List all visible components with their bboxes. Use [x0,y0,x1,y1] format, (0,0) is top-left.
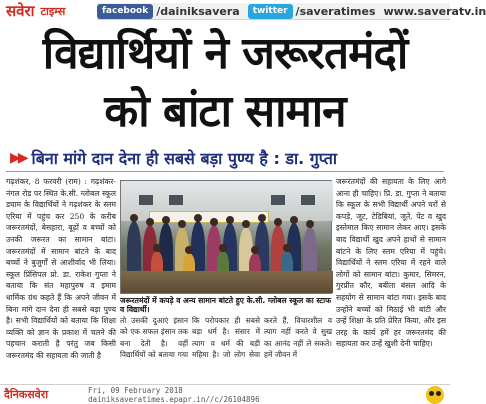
headline-line-2: को बांटा सामान [104,86,346,137]
news-photo [120,180,332,294]
facebook-handle[interactable]: /dainiksavera [156,4,240,18]
article-text: गढ़शंकर, 8 फरवरी (राम) : गढ़शंकर-नंगल रोड पर स्थित के.सी. ग्लोबल स्कूल डघाम के विद्यार्थियों ने गढ़शंकर के स्लम एरिया में पहुंच कर 250 के करीब जरूरतमंदों, बेसहारा, बूढ़ों व बच्चों को उनकी जरूरत का सामान बांटा। जरूरतमंदों में सामान बांटने के बाद बच्चों ने बुजुर्गों से आशीर्वाद भी लिया। स्कूल प्रिंसिपल प्रो. डा. राकेश गुप्ता ने बताया कि संत महापुरुष व इमाम धार्मिक ग्रंथ कहते हैं कि अपने जीवन में बिना मांगे दान देना ही सबसे बड़ा पुण्य है। सभी विद्यार्थियों को बताया कि शिक्षा व्यक्ति को ज्ञान के प्रकाश में चलने की पहचान कराती है परंतु जब किसी जरूरतमंद की सहायता की जाती है [6,177,116,360]
divider [6,171,444,172]
website-link[interactable]: www.saveratv.in [383,4,486,18]
photo-caption: जरूरतमंदों में कपड़े व अन्य सामान बांटते हुए के.सी. ग्लोबल स्कूल का स्टाफ व विद्यार्थी। [120,296,331,314]
social-bar [97,3,486,20]
brand-subtitle: टाइम्स [40,4,66,18]
double-arrow-icon: ▶▶ [10,150,26,166]
facebook-icon[interactable]: facebook [97,4,153,19]
footer-logo[interactable] [4,387,48,402]
subheadline [10,147,446,169]
twitter-icon[interactable]: twitter [248,4,293,19]
footer-logo-main: सवेरा [27,388,49,401]
headline-line-1: विद्यार्थियों ने जरूरतमंदों [42,28,408,79]
article-text: जरूरतमंदों की सहायता के लिए आगे आना ही चाहिए। प्रि. डा. गुप्ता ने बताया कि स्कूल के सभी विद्यार्थी अपने घरों से कपड़े, जूट, टेडिबियां, जूते, पेंट व खुद इस्तेमाल किए सामान लेकर आए। इसके बाद विद्यार्थी खुद अपने हाथों से सामान बांटने के लिए स्लम एरिया में पहुंचे। विद्यार्थियों ने स्लम एरिया में रहने वाले लोगों को सामान बांटा। कुमार, सिमरन, गुरप्रीत कौर, बबीता बंसल आदि के सहयोग से सामान बांटा गया। इसके बाद उन्होंने बच्चों को मिठाई भी बांटी और उन्हें शिक्षा के प्रति प्रेरित किया, और इस तरह के कार्य हमें हर जरूरतमंद की सहायता कर उन्हें खुशी देनी चाहिए। [336,177,446,349]
brand-name: सवेरा [6,2,35,20]
edition-date: Fri, 09 February 2018 [88,386,183,395]
footer-logo-prefix: दैनिक [4,388,28,401]
ground [121,271,333,293]
subheadline-text: बिना मांगे दान देना ही सबसे बड़ा पुण्य है : डा. गुप्ता [31,149,337,168]
footer-meta [88,386,260,404]
article-left-column [6,176,116,380]
masthead [0,0,486,22]
brand-logo[interactable] [0,0,71,22]
article-right-column [336,176,446,380]
epaper-link[interactable]: dainiksaveratimes.epapr.in//c/26104896 [88,395,260,404]
article-middle-column [120,315,332,383]
twitter-handle[interactable]: /saveratimes [295,4,376,18]
article-text: तो उसकी दुआएं इंसान को एक सफल इंसान तक बना देती है। वहीं विद्यार्थियों को बताया गया कि परोपकार ही सबसे बड़ा धर्म है। संसार में त्याग व धर्म की बड़ी महिमा है। जो लोग सेवा करते हैं, विचारशील व त्याग नहीं करते वे सुख का आनंद नहीं ले सकते। हमें जीवन में [120,316,332,359]
owl-icon [426,386,444,404]
footer [0,384,450,404]
